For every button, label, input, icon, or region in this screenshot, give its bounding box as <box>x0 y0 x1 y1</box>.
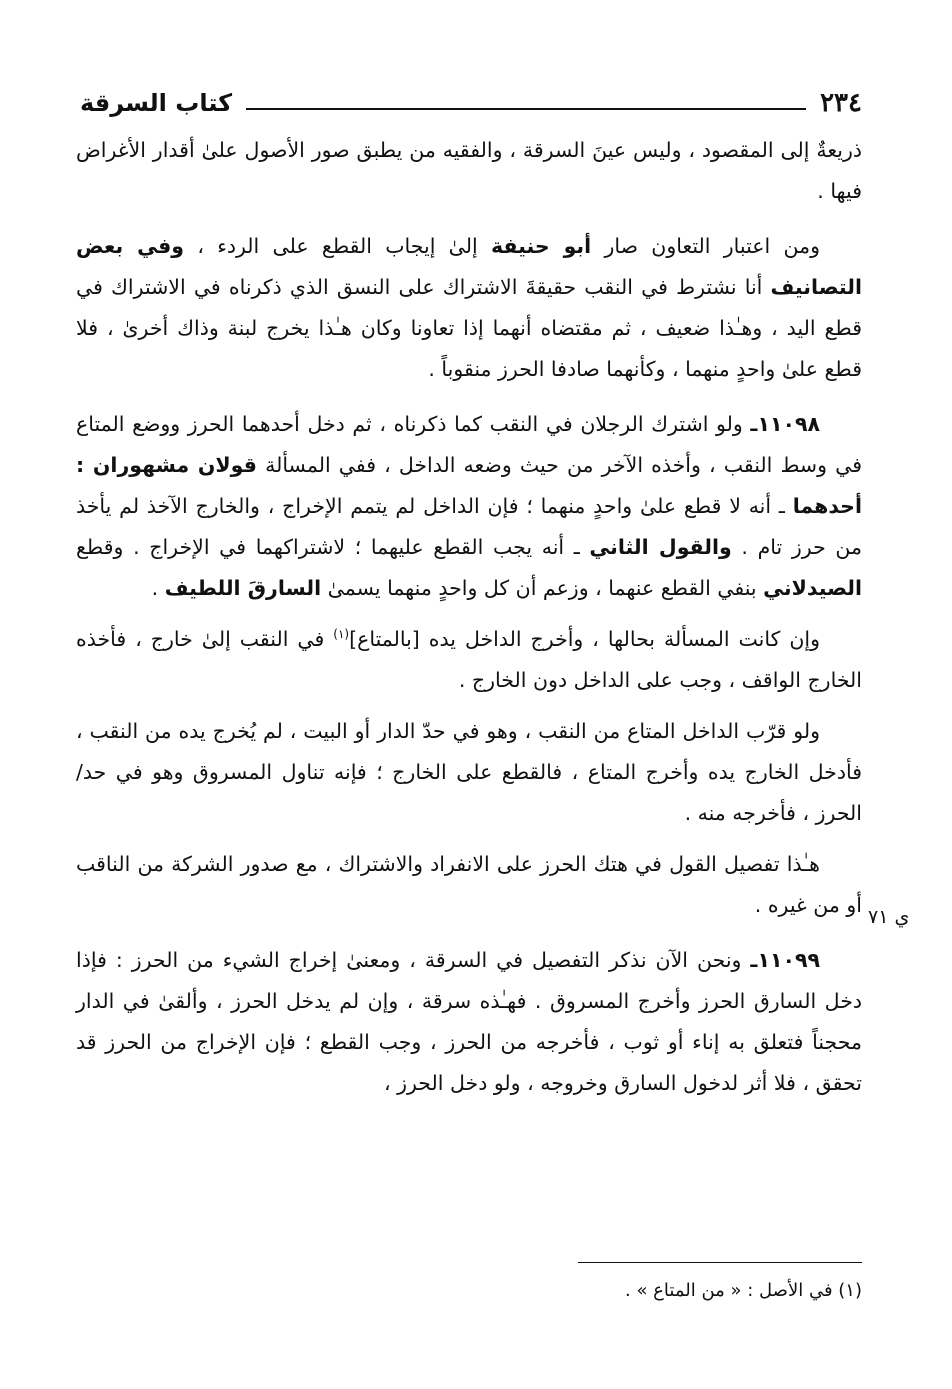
paragraph-text: ولو قرّب الداخل المتاع من النقب ، وهو في حدّ الدار أو البيت ، لم يُخرج يده من النقب ، فأدخل الخارج يده وأخرج المتاع ، فالقطع على الخارج ؛ فإنه تناول المسروق وهو في حد/ الحرز ، فأخرجه منه . <box>76 719 862 825</box>
paragraph-text: أنا نشترط في النقب حقيقةَ الاشتراك على النسق الذي ذكرناه في الاشتراك في قطع اليد ، وهـٰذا ضعيف ، ثم مقتضاه أنهما إذا تعاونا وكان هـٰذا يخرج لبنة وذاك أخرىٰ ، فلا قطع علىٰ واحدٍ منهما ، وكأنهما صادفا الحرز منقوباً . <box>76 275 862 381</box>
section-number: ١١٠٩٨ـ <box>750 412 820 436</box>
paragraph-text: ـ أنه يجب القطع عليهما ؛ لاشتراكهما في الإخراج . وقطع <box>76 535 590 559</box>
paragraph-text: إلىٰ إيجاب القطع على الردء ، <box>184 234 491 258</box>
bold-term: السارقَ اللطيف <box>164 576 322 600</box>
paragraph-text: . <box>151 576 165 600</box>
paragraph-text: هـٰذا تفصيل القول في هتك الحرز على الانفراد والاشتراك ، مع صدور الشركة من الناقب أو من غيره . <box>76 852 862 917</box>
manuscript-folio-note: ي ٧١ <box>868 906 910 928</box>
running-title: كتاب السرقة <box>80 89 233 117</box>
paragraph-text: في النقب إلىٰ خارج ، فأخذه الخارج الواقف ، وجب على الداخل دون الخارج . <box>76 627 862 692</box>
page-header <box>80 86 862 120</box>
paragraph-6 <box>76 844 862 926</box>
paragraph-text: وإن كانت المسألة بحالها ، وأخرج الداخل يده [بالمتاع] <box>349 627 820 651</box>
paragraph-text: ومن اعتبار التعاون صار <box>591 234 820 258</box>
paragraph-text: ولو اشترك الرجلان في النقب كما ذكرناه ، ثم دخل أحدهما الحرز ووضع المتاع في وسط النقب ، وأخذه الآخر من حيث وضعه الداخل ، ففي المسألة <box>76 412 862 477</box>
paragraph-7 <box>76 940 862 1104</box>
bold-term: أبو حنيفة <box>490 234 592 258</box>
bold-term: والقول الثاني <box>589 535 732 559</box>
paragraph-4 <box>76 619 862 701</box>
paragraph-text: بنفي القطع عنهما ، وزعم أن كل واحدٍ منهما يسمىٰ <box>321 576 764 600</box>
bold-term: الصيدلاني <box>763 576 862 600</box>
paragraph-1 <box>76 130 862 212</box>
footnote-marker: (١) <box>333 627 350 642</box>
header-rule <box>246 108 806 110</box>
bold-term: وفي بعض التصانيف <box>76 234 862 299</box>
footnote: (١) في الأصل : « من المتاع » . <box>625 1280 862 1301</box>
main-text <box>76 130 862 1114</box>
paragraph-text: ذريعةٌ إلى المقصود ، وليس عينَ السرقة ، والفقيه من يطبق صور الأصول علىٰ أقدار الأغراض فيها . <box>76 138 862 203</box>
paragraph-5 <box>76 711 862 834</box>
paragraph-text: ونحن الآن نذكر التفصيل في السرقة ، ومعنىٰ إخراج الشيء من الحرز : فإذا دخل السارق الحرز وأخرج المسروق . فهـٰذه سرقة ، وإن لم يدخل الحرز ، وألقىٰ في الدار محجناً فتعلق به إناء أو ثوب ، فأخرجه من الحرز ، وجب القطع ؛ فإن الإخراج من الحرز قد تحقق ، فلا أثر لدخول السارق وخروجه ، ولو دخل الحرز ، <box>76 948 862 1095</box>
paragraph-3 <box>76 404 862 609</box>
footnote-rule <box>578 1262 862 1263</box>
page-number: ٢٣٤ <box>820 88 862 118</box>
paragraph-text: ـ أنه لا قطع علىٰ واحدٍ منهما ؛ فإن الداخل لم يتمم الإخراج ، والخارج الآخذ لم يأخذ من حرز تام . <box>76 494 862 559</box>
bold-term: قولان مشهوران : أحدهما <box>76 453 862 518</box>
paragraph-2 <box>76 226 862 390</box>
section-number: ١١٠٩٩ـ <box>750 948 820 972</box>
